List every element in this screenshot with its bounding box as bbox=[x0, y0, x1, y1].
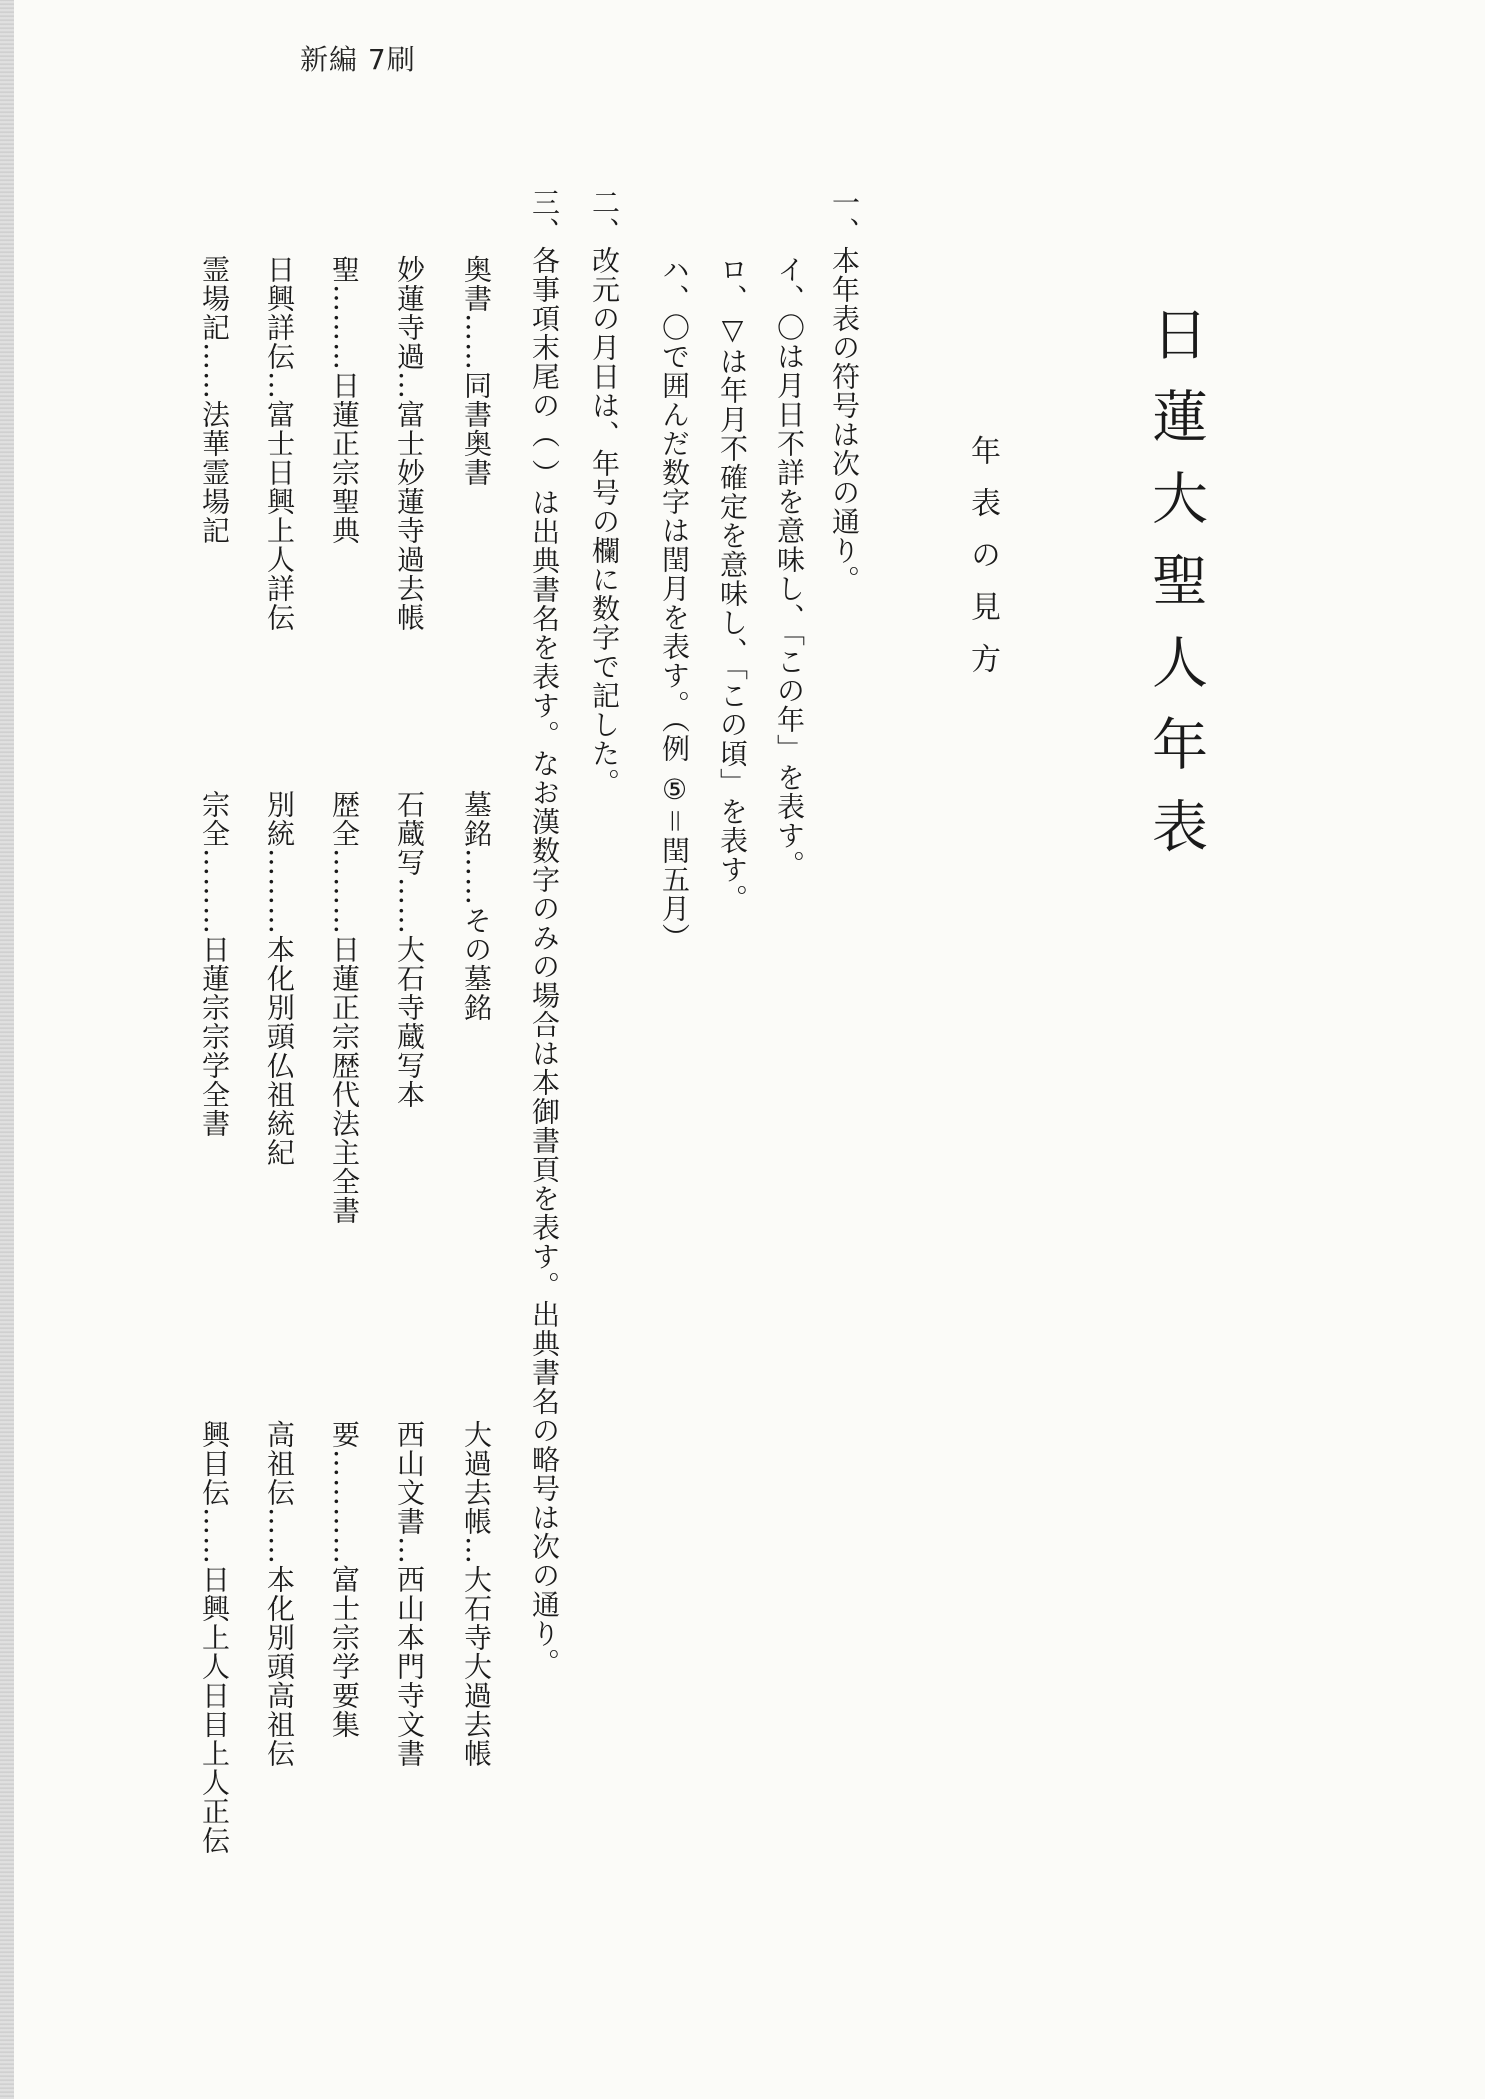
abbreviation: 妙蓮寺過…富士妙蓮寺過去帳 bbox=[393, 255, 426, 632]
abbreviation: 日興詳伝…富士日興上人詳伝 bbox=[263, 255, 296, 632]
edition-label: 新編 7刷 bbox=[300, 43, 416, 76]
note-2: 二、改元の月日は、年号の欄に数字で記した。 bbox=[588, 188, 621, 797]
note-3: 三、各事項末尾の（ ）は出典書名を表す。なお漢数字のみの場合は本御書頁を表す。出典書名の略号は次の通り。 bbox=[528, 188, 561, 1677]
abbreviation: 石蔵写……大石寺蔵写本 bbox=[393, 790, 426, 1109]
note-1a: イ、〇は月日不詳を意味し、「この年」を表す。 bbox=[773, 255, 806, 879]
note-1: 一、本年表の符号は次の通り。 bbox=[828, 188, 861, 594]
abbreviation: 聖………日蓮正宗聖典 bbox=[328, 255, 361, 545]
abbreviation: 要…………富士宗学要集 bbox=[328, 1420, 361, 1739]
main-title: 日蓮大聖人年表 bbox=[1143, 305, 1208, 879]
abbreviation: 西山文書…西山本門寺文書 bbox=[393, 1420, 426, 1768]
abbreviation: 別統………本化別頭仏祖統紀 bbox=[263, 790, 296, 1167]
sub-title: 年表の見方 bbox=[965, 435, 1000, 695]
note-1c: ハ、〇で囲んだ数字は閏月を表す。（例 ⑤＝閏五月） bbox=[658, 255, 691, 952]
note-1b: ロ、▽は年月不確定を意味し、「この頃」を表す。 bbox=[716, 255, 749, 913]
abbreviation: 奥書……同書奥書 bbox=[460, 255, 493, 487]
page-edge bbox=[0, 0, 14, 2099]
abbreviation: 霊場記……法華霊場記 bbox=[198, 255, 231, 545]
abbreviation: 墓銘……その墓銘 bbox=[460, 790, 493, 1022]
abbreviation: 宗全………日蓮宗宗学全書 bbox=[198, 790, 231, 1138]
abbreviation: 歴全………日蓮正宗歴代法主全書 bbox=[328, 790, 361, 1225]
abbreviation: 大過去帳…大石寺大過去帳 bbox=[460, 1420, 493, 1768]
abbreviation: 興目伝……日興上人日目上人正伝 bbox=[198, 1420, 231, 1855]
abbreviation: 高祖伝……本化別頭高祖伝 bbox=[263, 1420, 296, 1768]
